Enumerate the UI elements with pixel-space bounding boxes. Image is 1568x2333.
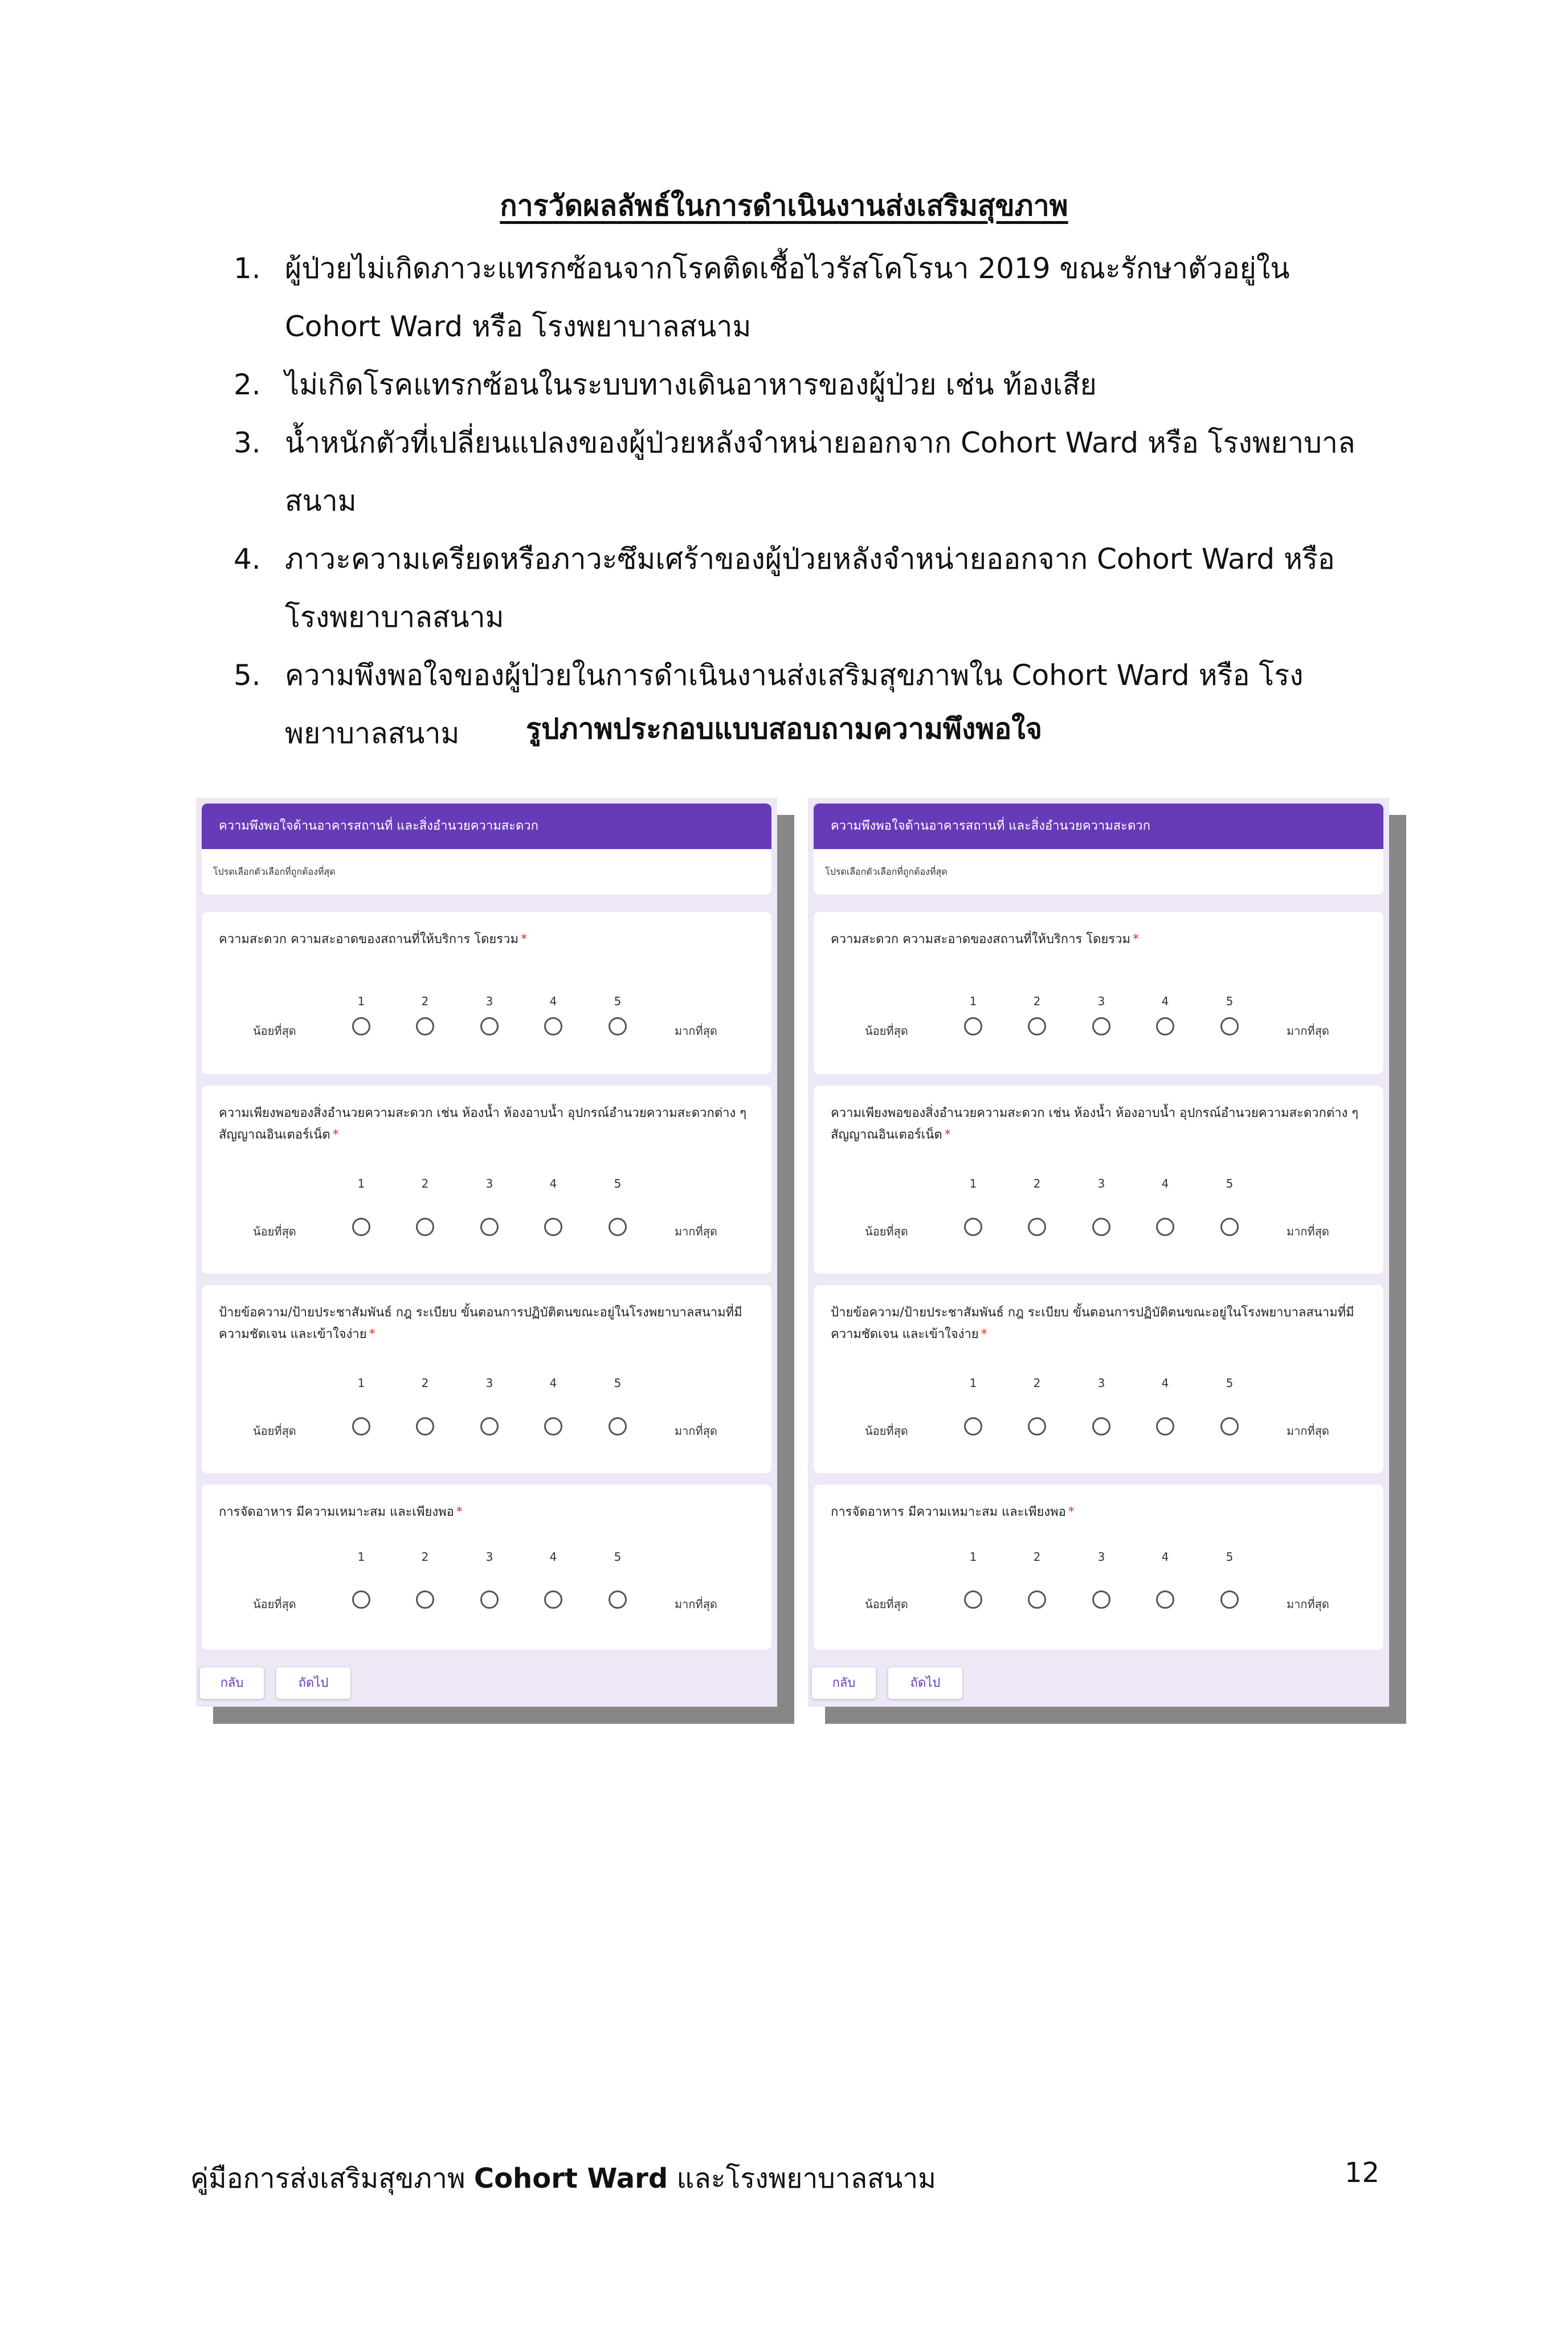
rating-scale [814, 1590, 1383, 1613]
question-text [219, 1302, 754, 1345]
figure-title: รูปภาพประกอบแบบสอบถามความพึงพอใจ [525, 712, 1042, 745]
scale-number: 1 [969, 1376, 977, 1390]
form-body [196, 798, 777, 1707]
scale-number: 2 [421, 994, 429, 1008]
scale-numbers [814, 1550, 1383, 1567]
question-text [831, 1302, 1366, 1345]
radio-option-4[interactable] [544, 1417, 562, 1435]
outcome-item: 5. ความพึงพอใจของผู้ป่วยในการดำเนินงานส่งเสริมสุขภาพใน Cohort Ward หรือ โรงพยาบาลสนาม [234, 659, 1304, 750]
form-section-header: ความพึงพอใจด้านอาคารสถานที่ และสิ่งอำนวยความสะดวก [202, 804, 771, 849]
scale-numbers [814, 994, 1383, 1011]
radio-option-1[interactable] [352, 1417, 370, 1435]
survey-form-screenshot-right [808, 798, 1389, 1707]
radio-option-2[interactable] [1028, 1590, 1046, 1609]
radio-option-3[interactable] [1092, 1590, 1110, 1609]
rating-scale [814, 1218, 1383, 1241]
scale-number: 4 [1161, 1376, 1169, 1390]
rating-scale [814, 1417, 1383, 1440]
radio-option-5[interactable] [609, 1218, 627, 1236]
required-mark: * [456, 1505, 463, 1519]
scale-number: 5 [1226, 994, 1234, 1008]
rating-scale [202, 1417, 771, 1440]
scale-number: 4 [549, 1550, 557, 1564]
scale-low-label: น้อยที่สุด [253, 1024, 296, 1038]
scale-high-label: มากที่สุด [1287, 1424, 1329, 1438]
rating-scale [202, 1218, 771, 1241]
question-label: ความเพียงพอของสิ่งอำนวยความสะดวก เช่น ห้องน้ำ ห้องอาบน้ำ อุปกรณ์อำนวยความสะดวกต่าง ๆ สัญญาณอินเตอร์เน็ต [831, 1106, 1359, 1142]
outcome-item: 2. ไม่เกิดโรคแทรกซ้อนในระบบทางเดินอาหารของผู้ป่วย เช่น ท้องเสีย [234, 368, 1097, 401]
rating-scale [202, 1017, 771, 1040]
scale-number: 1 [357, 1177, 365, 1190]
radio-option-5[interactable] [609, 1417, 627, 1435]
radio-option-2[interactable] [416, 1590, 434, 1609]
question-card [814, 1484, 1383, 1650]
radio-option-5[interactable] [1220, 1590, 1239, 1609]
scale-low-label: น้อยที่สุด [253, 1424, 296, 1438]
radio-option-4[interactable] [544, 1218, 562, 1236]
question-label: ป้ายข้อความ/ป้ายประชาสัมพันธ์ กฎ ระเบียบ ขั้นตอนการปฏิบัติตนขณะอยู่ในโรงพยาบาลสนามที่มีความชัดเจน และเข้าใจง่าย [831, 1306, 1354, 1341]
next-button[interactable]: ถัดไป [888, 1667, 963, 1699]
scale-low-label: น้อยที่สุด [865, 1424, 908, 1438]
radio-option-4[interactable] [1156, 1017, 1174, 1035]
radio-option-5[interactable] [1220, 1218, 1239, 1236]
form-description: โปรดเลือกตัวเลือกที่ถูกต้องที่สุด [814, 849, 1383, 895]
scale-number: 5 [614, 1550, 622, 1564]
radio-option-3[interactable] [1092, 1218, 1110, 1236]
scale-numbers [814, 1177, 1383, 1194]
required-mark: * [332, 1128, 339, 1142]
radio-option-3[interactable] [1092, 1017, 1110, 1035]
radio-option-3[interactable] [480, 1017, 499, 1035]
question-card [202, 1086, 771, 1274]
question-text [831, 1502, 1366, 1523]
question-card [202, 1484, 771, 1650]
radio-option-4[interactable] [544, 1017, 562, 1035]
radio-option-5[interactable] [1220, 1417, 1239, 1435]
scale-number: 4 [549, 994, 557, 1008]
scale-number: 5 [1226, 1550, 1234, 1564]
scale-high-label: มากที่สุด [675, 1597, 717, 1611]
scale-number: 5 [1226, 1376, 1234, 1390]
outcome-list [234, 239, 1385, 762]
form-description: โปรดเลือกตัวเลือกที่ถูกต้องที่สุด [202, 849, 771, 895]
question-text [831, 929, 1366, 951]
radio-option-1[interactable] [352, 1590, 370, 1609]
question-card [814, 1086, 1383, 1274]
scale-numbers [202, 1376, 771, 1393]
radio-option-1[interactable] [964, 1417, 982, 1435]
radio-option-1[interactable] [964, 1590, 982, 1609]
scale-low-label: น้อยที่สุด [865, 1597, 908, 1611]
scale-number: 2 [1033, 1177, 1041, 1190]
scale-number: 3 [1097, 994, 1105, 1008]
radio-option-4[interactable] [544, 1590, 562, 1609]
radio-option-2[interactable] [1028, 1017, 1046, 1035]
radio-option-2[interactable] [416, 1417, 434, 1435]
radio-option-3[interactable] [1092, 1417, 1110, 1435]
scale-number: 5 [1226, 1177, 1234, 1190]
question-card [202, 912, 771, 1074]
scale-numbers [814, 1376, 1383, 1393]
scale-high-label: มากที่สุด [675, 1424, 717, 1438]
outcome-item: 4. ภาวะความเครียดหรือภาวะซึมเศร้าของผู้ป่วยหลังจำหน่ายออกจาก Cohort Ward หรือ โรงพยาบาลสนาม [234, 543, 1335, 634]
scale-number: 4 [549, 1376, 557, 1390]
scale-number: 1 [357, 1550, 365, 1564]
question-label: การจัดอาหาร มีความเหมาะสม และเพียงพอ [831, 1505, 1066, 1519]
radio-option-5[interactable] [1220, 1017, 1239, 1035]
scale-number: 1 [969, 1550, 977, 1564]
scale-high-label: มากที่สุด [1287, 1597, 1329, 1611]
scale-number: 3 [1097, 1550, 1105, 1564]
question-label: ความสะดวก ความสะอาดของสถานที่ให้บริการ โดยรวม [219, 932, 518, 947]
scale-number: 2 [1033, 1550, 1041, 1564]
scale-high-label: มากที่สุด [675, 1225, 717, 1238]
page-number: 12 [1345, 2157, 1380, 2189]
scale-number: 5 [614, 1177, 622, 1190]
outcome-item: 3. น้ำหนักตัวที่เปลี่ยนแปลงของผู้ป่วยหลังจำหน่ายออกจาก Cohort Ward หรือ โรงพยาบาลสนาม [234, 426, 1355, 517]
radio-option-3[interactable] [480, 1417, 499, 1435]
radio-option-1[interactable] [352, 1218, 370, 1236]
scale-number: 2 [421, 1376, 429, 1390]
scale-low-label: น้อยที่สุด [253, 1225, 296, 1238]
radio-option-3[interactable] [480, 1590, 499, 1609]
scale-numbers [202, 1177, 771, 1194]
back-button[interactable]: กลับ [811, 1667, 876, 1699]
radio-option-3[interactable] [480, 1218, 499, 1236]
scale-number: 1 [357, 994, 365, 1008]
scale-number: 3 [1097, 1177, 1105, 1190]
scale-number: 2 [421, 1550, 429, 1564]
radio-option-2[interactable] [416, 1017, 434, 1035]
survey-form-screenshot-left [196, 798, 777, 1707]
scale-high-label: มากที่สุด [675, 1024, 717, 1038]
scale-number: 3 [485, 994, 493, 1008]
required-mark: * [1068, 1505, 1075, 1519]
radio-option-1[interactable] [964, 1218, 982, 1236]
radio-option-4[interactable] [1156, 1417, 1174, 1435]
question-card [202, 1285, 771, 1473]
back-button[interactable]: กลับ [199, 1667, 264, 1699]
scale-number: 4 [1161, 1177, 1169, 1190]
question-text [219, 1103, 754, 1146]
outcome-item: 1. ผู้ป่วยไม่เกิดภาวะแทรกซ้อนจากโรคติดเชื้อไวรัสโคโรนา 2019 ขณะรักษาตัวอยู่ใน Cohort Ward หรือ โรงพยาบาลสนาม [234, 252, 1290, 343]
scale-number: 1 [969, 1177, 977, 1190]
question-text [219, 1502, 754, 1523]
scale-number: 3 [1097, 1376, 1105, 1390]
rating-scale [814, 1017, 1383, 1040]
required-mark: * [944, 1128, 951, 1142]
next-button[interactable]: ถัดไป [276, 1667, 351, 1699]
question-label: ป้ายข้อความ/ป้ายประชาสัมพันธ์ กฎ ระเบียบ ขั้นตอนการปฏิบัติตนขณะอยู่ในโรงพยาบาลสนามที่มีความชัดเจน และเข้าใจง่าย [219, 1306, 742, 1341]
section-heading: การวัดผลลัพธ์ในการดำเนินงานส่งเสริมสุขภาพ [500, 189, 1068, 222]
radio-option-2[interactable] [1028, 1417, 1046, 1435]
scale-number: 2 [1033, 1376, 1041, 1390]
scale-number: 1 [357, 1376, 365, 1390]
scale-number: 3 [485, 1550, 493, 1564]
scale-high-label: มากที่สุด [1287, 1024, 1329, 1038]
question-card [814, 1285, 1383, 1473]
question-label: ความสะดวก ความสะอาดของสถานที่ให้บริการ โดยรวม [831, 932, 1130, 947]
scale-number: 4 [1161, 1550, 1169, 1564]
scale-number: 2 [421, 1177, 429, 1190]
required-mark: * [369, 1327, 375, 1341]
scale-low-label: น้อยที่สุด [865, 1225, 908, 1238]
required-mark: * [981, 1327, 987, 1341]
question-text [831, 1103, 1366, 1146]
scale-number: 2 [1033, 994, 1041, 1008]
scale-number: 1 [969, 994, 977, 1008]
scale-numbers [202, 1550, 771, 1567]
scale-number: 3 [485, 1376, 493, 1390]
radio-option-2[interactable] [416, 1218, 434, 1236]
radio-option-1[interactable] [352, 1017, 370, 1035]
scale-number: 4 [549, 1177, 557, 1190]
scale-low-label: น้อยที่สุด [253, 1597, 296, 1611]
radio-option-5[interactable] [609, 1590, 627, 1609]
required-mark: * [520, 932, 527, 947]
scale-number: 5 [614, 1376, 622, 1390]
radio-option-2[interactable] [1028, 1218, 1046, 1236]
rating-scale [202, 1590, 771, 1613]
radio-option-4[interactable] [1156, 1590, 1174, 1609]
radio-option-5[interactable] [609, 1017, 627, 1035]
radio-option-1[interactable] [964, 1017, 982, 1035]
scale-number: 5 [614, 994, 622, 1008]
footer-title: คู่มือการส่งเสริมสุขภาพ Cohort Ward และโรงพยาบาลสนาม [190, 2163, 936, 2195]
question-label: การจัดอาหาร มีความเหมาะสม และเพียงพอ [219, 1505, 454, 1519]
scale-numbers [202, 994, 771, 1011]
question-card [814, 912, 1383, 1074]
required-mark: * [1132, 932, 1139, 947]
scale-number: 4 [1161, 994, 1169, 1008]
scale-number: 3 [485, 1177, 493, 1190]
scale-low-label: น้อยที่สุด [865, 1024, 908, 1038]
form-section-header: ความพึงพอใจด้านอาคารสถานที่ และสิ่งอำนวยความสะดวก [814, 804, 1383, 849]
question-label: ความเพียงพอของสิ่งอำนวยความสะดวก เช่น ห้องน้ำ ห้องอาบน้ำ อุปกรณ์อำนวยความสะดวกต่าง ๆ สัญญาณอินเตอร์เน็ต [219, 1106, 747, 1142]
scale-high-label: มากที่สุด [1287, 1225, 1329, 1238]
form-body [808, 798, 1389, 1707]
question-text [219, 929, 754, 951]
radio-option-4[interactable] [1156, 1218, 1174, 1236]
